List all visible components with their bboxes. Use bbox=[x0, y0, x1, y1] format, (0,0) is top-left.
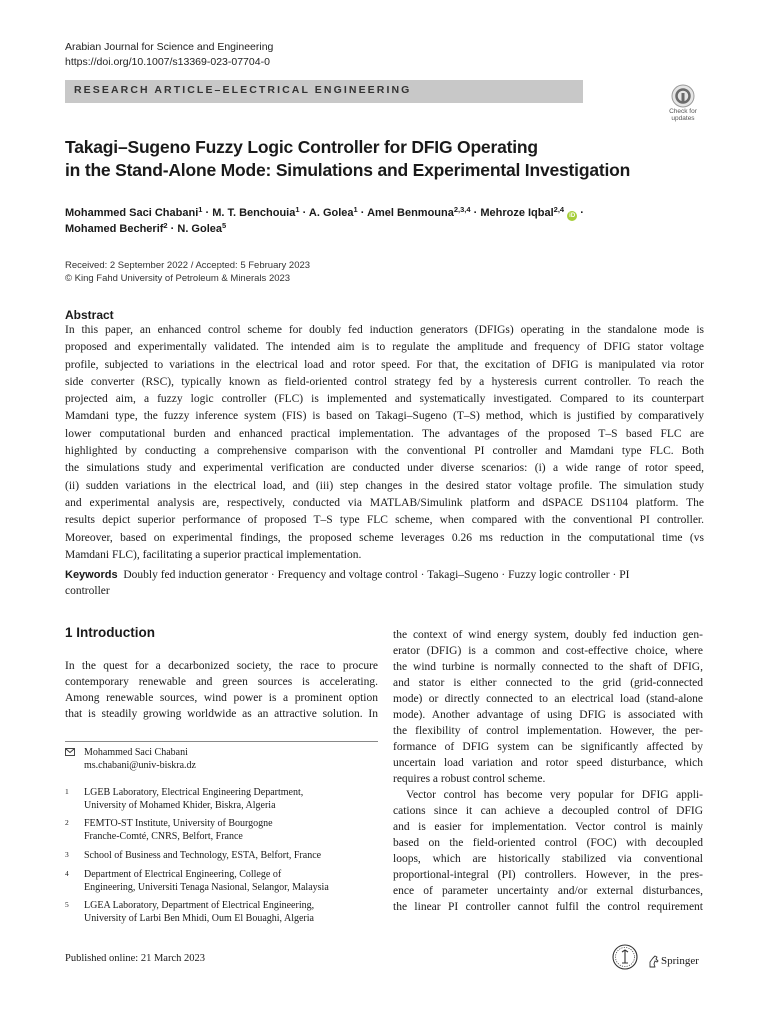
affiliation-line: Engineering, Universiti Tenaga Nasional, Selangor, Malaysia bbox=[84, 882, 329, 893]
abstract-line: highlighted by conducting a comprehensive comparison with the conventional PI controller and Mamdani type FLC. Both bbox=[65, 445, 704, 458]
body-line: uncertain load variation and rotor speed disturbance, which bbox=[393, 757, 703, 769]
body-line: loops, which are historically stabilized via conventional bbox=[393, 853, 703, 865]
affiliation-line: School of Business and Technology, ESTA, Belfort, France bbox=[84, 850, 322, 861]
body-line: the context of wind energy system, doubly fed induction gen- bbox=[393, 629, 703, 641]
author-affiliation-mark: 2 bbox=[163, 221, 168, 230]
abstract-line: Mamdani type, the fuzzy inference system (FIS) is based on Takagi–Sugeno (T–S) method, which is justified by comparatively bbox=[65, 410, 704, 423]
journal-header bbox=[65, 40, 273, 70]
publisher-logo bbox=[611, 944, 706, 970]
badge-line-1: Check for bbox=[669, 108, 697, 115]
author-affiliation-mark: 1 bbox=[198, 205, 203, 214]
body-line: contemporary renewable and green sources is accelerating. bbox=[65, 676, 378, 688]
author-name[interactable]: Mehroze Iqbal bbox=[480, 207, 554, 219]
journal-name: Arabian Journal for Science and Engineering bbox=[65, 41, 274, 53]
abstract-line: Moreover, based on experimental findings, the proposed scheme leverages 0.26 ms reduction in the computational time (vs bbox=[65, 531, 704, 544]
body-line: Among renewable sources, wind power is a prominent option bbox=[65, 692, 378, 704]
abstract-line: proposed and experimentally validated. The intended aim is to regulate the amplitude and frequency of DFIG stator voltage bbox=[65, 341, 704, 354]
footnote-divider bbox=[65, 741, 378, 742]
body-line: In the quest for a decarbonized society, the race to procure bbox=[65, 660, 378, 672]
affiliation-line: University of Mohamed Khider, Biskra, Algeria bbox=[84, 800, 276, 811]
abstract-line: the simulations study and experimental verification are conducted under diverse scenarios: (i) a wide range of rotor speed, bbox=[65, 462, 704, 475]
copyright-notice: © King Fahd University of Petroleum & Minerals 2023 bbox=[65, 273, 291, 284]
corresponding-author-name: Mohammed Saci Chabani bbox=[84, 747, 188, 758]
article-dates bbox=[65, 259, 310, 285]
springer-horse-icon bbox=[648, 955, 659, 968]
author-line-2: Mohamed Becherif$^2$ · N. Golea$^5$ bbox=[65, 221, 227, 235]
body-line: that is steadily growing worldwide as an attractive solution. In bbox=[65, 708, 378, 720]
author-name[interactable]: N. Golea bbox=[177, 223, 222, 235]
keywords-line-1: Doubly fed induction generator · Frequency and voltage control · Takagi–Sugeno · Fuzzy logic controller · PI bbox=[123, 569, 630, 581]
body-line: mode) or directly connected to an electrical load (stand-alone bbox=[393, 693, 703, 705]
title-line-1: Takagi–Sugeno Fuzzy Logic Controller for DFIG Operating bbox=[65, 137, 538, 157]
affiliation-number: 2 bbox=[65, 818, 69, 827]
keywords-block bbox=[65, 567, 704, 599]
author-name[interactable]: M. T. Benchouia bbox=[212, 207, 296, 219]
author-name[interactable]: Mohamed Becherif bbox=[65, 223, 164, 235]
doi-link[interactable]: https://doi.org/10.1007/s13369-023-07704-0 bbox=[65, 56, 270, 68]
body-line: mode). Another advantage of using DFIG is associated with bbox=[393, 709, 703, 721]
title-line-2: in the Stand-Alone Mode: Simulations and Experimental Investigation bbox=[65, 160, 631, 180]
affiliation-number: 1 bbox=[65, 787, 69, 796]
check-for-updates-badge[interactable] bbox=[662, 84, 704, 124]
affiliation-number: 4 bbox=[65, 869, 69, 878]
affiliation-line: FEMTO-ST Institute, University of Bourgogne bbox=[84, 818, 273, 829]
abstract-heading: Abstract bbox=[65, 308, 114, 322]
abstract-line: lower computational burden and enhanced practical implementation. The advantages of the proposed T–S based FLC are bbox=[65, 427, 704, 440]
badge-line-2: updates bbox=[671, 115, 695, 122]
body-line: and stator is either connected to the grid (grid-connected bbox=[393, 677, 703, 689]
paper-title bbox=[65, 136, 685, 182]
publisher-name: Springer bbox=[661, 955, 699, 967]
keywords-line-2: controller bbox=[65, 585, 110, 597]
right-column-text bbox=[393, 627, 703, 915]
received-accepted-dates: Received: 2 September 2022 / Accepted: 5 February 2023 bbox=[65, 260, 311, 271]
body-line: ence of parameter uncertainty and/or external disturbances, bbox=[393, 885, 703, 897]
author-affiliation-mark: 1 bbox=[295, 205, 300, 214]
abstract-line: and experimental analysis are, respectively, conducted via MATLAB/Simulink platform and dSPACE DS1104 platform. The bbox=[65, 496, 704, 509]
article-type-label: RESEARCH ARTICLE–ELECTRICAL ENGINEERING bbox=[74, 84, 412, 96]
author-affiliation-mark: 2,3,4 bbox=[453, 205, 471, 214]
abstract-line: results depict superior performance of proposed T–S type FLC scheme, when compared with the conventional PI controller. bbox=[65, 514, 704, 527]
article-type-banner bbox=[65, 80, 583, 103]
author-affiliation-mark: 1 bbox=[353, 205, 358, 214]
keywords-label: Keywords bbox=[65, 569, 118, 581]
abstract-line: projected aim, a fuzzy logic controller (FLC) is implemented and systematically investigated. Compared to its counterpart bbox=[65, 393, 704, 406]
abstract-line: In this paper, an enhanced control scheme for doubly fed induction generators (DFIGs) operating in the standalone mode is bbox=[65, 324, 704, 336]
author-affiliation-mark: 5 bbox=[222, 221, 227, 230]
body-line: the flexibility of control implementation. However, the per- bbox=[393, 725, 703, 737]
section-heading-introduction: 1 Introduction bbox=[65, 625, 155, 640]
body-line: and is easier for implementation. Vector control is mainly bbox=[393, 821, 703, 833]
body-line: based on the field-oriented control (FOC) with decoupled bbox=[393, 837, 703, 849]
abstract-line: (ii) sudden variations in the electrical load, and (iii) step changes in the desired stator voltage profile. The simulation study bbox=[65, 479, 704, 492]
corresponding-author-email[interactable]: ms.chabani@univ-biskra.dz bbox=[84, 760, 196, 771]
affiliation-line: LGEB Laboratory, Electrical Engineering Department, bbox=[84, 787, 304, 798]
body-line: Vector control has become very popular for DFIG appli- bbox=[406, 789, 703, 801]
publisher-emblem-icon bbox=[611, 944, 639, 970]
author-name[interactable]: A. Golea bbox=[308, 207, 354, 219]
affiliation-line: Department of Electrical Engineering, College of bbox=[84, 869, 282, 880]
body-line: requires a robust control scheme. bbox=[393, 773, 546, 785]
body-line: cations since it can achieve a decoupled control of DFIG bbox=[393, 805, 703, 817]
author-list bbox=[65, 205, 705, 237]
body-line: the wind turbine is normally connected to the shaft of DFIG, bbox=[393, 661, 703, 673]
envelope-icon bbox=[65, 748, 75, 756]
affiliation-number: 5 bbox=[65, 900, 69, 909]
published-online-date: Published online: 21 March 2023 bbox=[65, 953, 205, 964]
author-name[interactable]: Mohammed Saci Chabani bbox=[65, 207, 199, 219]
affiliation-line: Franche-Comté, CNRS, Belfort, France bbox=[84, 831, 243, 842]
body-line: erator (DFIG) is a common and cost-effective choice, where bbox=[393, 645, 703, 657]
author-affiliation-mark: 2,4 bbox=[553, 205, 565, 214]
abstract-line: side converter (RSC), typically known as field-oriented control strategy fed by a hysteresis current controller. To reach the bbox=[65, 375, 704, 388]
author-name[interactable]: Amel Benmouna bbox=[367, 207, 454, 219]
left-column-text bbox=[65, 658, 378, 722]
author-line-1: Mohammed Saci Chabani$^1$ · M. T. Benchouia$^1$ · A. Golea$^1$ · Amel Benmouna$^{2,3,4}$ · Mehroze Iqbal$^{2,4}$ iD · bbox=[65, 205, 584, 219]
affiliation-number: 3 bbox=[65, 850, 69, 859]
body-line: proportional-integral (PI) controllers. However, in the pres- bbox=[393, 869, 703, 881]
orcid-icon[interactable]: iD bbox=[569, 213, 576, 219]
body-line: formance of DFIG system can be significantly affected by bbox=[393, 741, 703, 753]
check-for-updates-icon bbox=[671, 84, 695, 108]
affiliation-line: University of Larbi Ben Mhidi, Oum El Bouaghi, Algeria bbox=[84, 913, 314, 924]
affiliation-line: LGEA Laboratory, Department of Electrical Engineering, bbox=[84, 900, 315, 911]
abstract-body bbox=[65, 322, 704, 564]
abstract-line: Mamdani FLC), facilitating a superior practical implementation. bbox=[65, 548, 362, 561]
abstract-line: profile, subjected to variations in the electrical load and rotor speed. For that, the excitation of DFIG is manipulated via rotor bbox=[65, 358, 704, 371]
body-line: the linear PI controller cannot fulfil the control requirement bbox=[393, 901, 703, 913]
